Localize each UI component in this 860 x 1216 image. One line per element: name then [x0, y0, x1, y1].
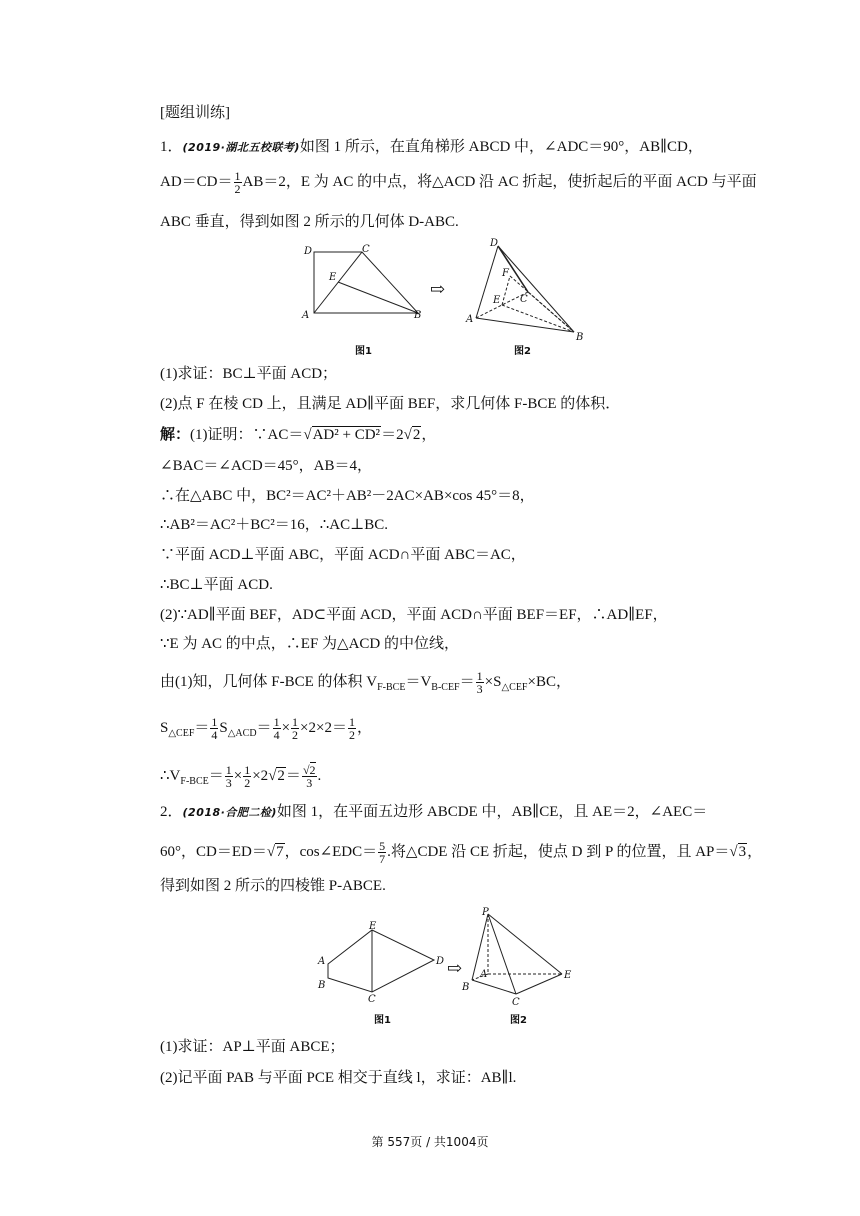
label-d: D [436, 956, 445, 967]
fraction [234, 170, 242, 195]
solution-line1 [160, 425, 436, 445]
subscript: B-CEF [431, 681, 460, 693]
text-run: × [281, 719, 291, 736]
fraction [302, 764, 317, 789]
figure-caption: 图2 [514, 346, 531, 357]
solution-line7: (2)∵AD∥平面 BEF，AD⊂平面 ACD，平面 ACD∩平面 BEF＝EF，∴AD∥EF， [160, 607, 668, 623]
text-run: S [219, 719, 228, 736]
label-d: D [304, 246, 313, 257]
sqrt-sign: √ [266, 843, 276, 860]
text-run: ， [747, 843, 763, 860]
fraction-numerator: 1 [273, 715, 280, 729]
figure-caption: 图2 [510, 1015, 527, 1026]
arrow-icon: ⇨ [447, 958, 463, 978]
fraction-numerator: 1 [211, 715, 218, 729]
fraction-denominator: 3 [476, 682, 483, 696]
radicand: 2 [277, 767, 285, 784]
label-d: D [490, 238, 499, 249]
problem-source: (2018·合肥二检) [182, 806, 277, 819]
text-run: (1)证明：∵AC＝ [190, 427, 304, 443]
fraction [225, 764, 233, 789]
text-run: AD＝CD＝ [160, 173, 233, 190]
pentagon-outline [328, 930, 434, 992]
solution-line2: ∠BAC＝∠ACD＝45°，AB＝4， [160, 458, 372, 474]
page-footer: 第 557页 / 共1004页 [371, 1135, 489, 1149]
edge-eb [502, 305, 574, 332]
text-run: ∴V [160, 767, 181, 784]
label-a: A [466, 314, 474, 325]
fraction [210, 716, 218, 741]
problem-number: 1． [160, 139, 183, 155]
fraction-numerator: 1 [225, 763, 232, 777]
problem1-line3: ABC 垂直，得到如图 2 所示的几何体 D-ABC. [160, 214, 459, 230]
segment-eb [338, 282, 418, 313]
fraction [291, 716, 299, 741]
solution-label: 解： [160, 427, 191, 443]
label-e: E [564, 970, 572, 981]
sqrt-sign: √ [303, 427, 312, 443]
fraction [476, 670, 484, 695]
label-b: B [414, 310, 422, 321]
text-run: × [233, 767, 243, 784]
radicand: AD² + CD² [312, 427, 381, 443]
fraction-denominator: 3 [306, 776, 313, 790]
fraction [378, 840, 386, 865]
radicand: 7 [276, 843, 284, 860]
fraction-numerator: 1 [292, 715, 299, 729]
figure-caption: 图1 [355, 346, 372, 357]
subscript: △CEF [168, 727, 195, 739]
label-c: C [362, 244, 370, 255]
label-c: C [512, 997, 520, 1008]
sqrt-sign: √ [268, 767, 277, 784]
text-run: ，cos∠EDC＝ [284, 843, 378, 860]
subscript: △CEF [501, 681, 528, 693]
fraction-numerator: 1 [244, 763, 251, 777]
label-c: C [368, 994, 376, 1002]
text-run: S [160, 719, 169, 736]
problem2-line1 [160, 802, 707, 823]
label-b: B [576, 332, 584, 343]
text-run: 60°，CD＝ED＝ [160, 843, 267, 860]
solution-line9 [160, 670, 571, 698]
text-run: ＝ [208, 767, 224, 784]
sqrt-sign: √ [729, 843, 738, 860]
problem2-figure1 [314, 918, 449, 1002]
label-p: P [482, 907, 489, 918]
text-run: . [317, 767, 322, 784]
subscript: F-BCE [180, 775, 209, 787]
edge-ab [476, 318, 574, 332]
text-run: AB＝2，E 为 AC 的中点，将△ACD 沿 AC 折起，使折起后的平面 ACD 与平面 [242, 173, 757, 190]
edge-pe [488, 914, 562, 974]
fraction-numerator: 1 [476, 669, 483, 683]
label-b: B [318, 980, 326, 991]
solution-line11 [160, 764, 321, 792]
radicand: 2 [412, 427, 421, 443]
text-run: ×BC， [527, 673, 571, 690]
fraction-denominator: 4 [273, 728, 280, 742]
radicand: 3 [738, 843, 747, 860]
problem-text: 如图 1，在平面五边形 ABCDE 中，AB∥CE，且 AE＝2，∠AEC＝ [276, 804, 708, 820]
solution-line3: ∴在△ABC 中，BC²＝AC²＋AB²－2AC×AB×cos 45°＝8， [160, 488, 535, 504]
fraction-denominator: 3 [225, 776, 232, 790]
solution-line10 [160, 716, 372, 744]
figure-caption: 图1 [374, 1015, 391, 1026]
text-run: ＝V [405, 673, 432, 690]
problem1-line1 [160, 137, 703, 158]
fraction-denominator: 2 [244, 776, 251, 790]
label-e: E [493, 295, 501, 306]
solution-line8: ∵E 为 AC 的中点，∴EF 为△ACD 的中位线， [160, 636, 460, 652]
fraction-numerator: √2 [302, 763, 316, 777]
subscript: △ACD [227, 727, 257, 739]
text-run: ×2 [252, 767, 269, 784]
text-run: ＝ [194, 719, 210, 736]
solution-line4: ∴AB²＝AC²＋BC²＝16，∴AC⊥BC. [160, 517, 388, 533]
subscript: F-BCE [377, 681, 406, 693]
text-run: ＝ [459, 673, 475, 690]
label-f: F [502, 268, 509, 279]
text-run: ， [421, 427, 437, 443]
question-1: (1)求证：AP⊥平面 ABCE； [160, 1039, 345, 1055]
text-run: ＝ [256, 719, 272, 736]
fraction [273, 716, 281, 741]
edge-ef [502, 276, 510, 305]
edge-da [476, 246, 498, 318]
edge-db [498, 246, 574, 332]
problem2-line3: 得到如图 2 所示的四棱锥 P-ABCE. [160, 878, 386, 894]
problem-source: (2019·湖北五校联考) [182, 141, 300, 154]
text-run: .将△CDE 沿 CE 折起，使点 D 到 P 的位置，且 AP＝ [387, 843, 730, 860]
fraction-denominator: 4 [211, 728, 218, 742]
problem-number: 2． [160, 804, 183, 820]
fraction-numerator: 1 [348, 715, 355, 729]
radicand: 2 [309, 763, 316, 777]
problem-text: 如图 1 所示，在直角梯形 ABCD 中，∠ADC＝90°，AB∥CD， [299, 139, 703, 155]
label-a: A [302, 310, 310, 321]
text-run: ×2×2＝ [300, 719, 347, 736]
label-a: A [318, 956, 326, 967]
fraction-denominator: 2 [234, 182, 241, 196]
problem2-figure2 [460, 906, 580, 1008]
text-run: ＝2 [381, 427, 404, 443]
question-2: (2)点 F 在棱 CD 上，且满足 AD∥平面 BEF，求几何体 F-BCE 的体积． [160, 396, 621, 412]
solution-line5: ∵平面 ACD⊥平面 ABC，平面 ACD∩平面 ABC＝AC， [160, 547, 526, 563]
fraction-denominator: 7 [379, 852, 386, 866]
fraction-numerator: 5 [379, 839, 386, 853]
arrow-icon: ⇨ [430, 279, 446, 299]
fraction [243, 764, 251, 789]
label-b: B [462, 982, 470, 993]
sqrt-sign: √ [403, 427, 412, 443]
section-header: [题组训练] [160, 105, 230, 121]
problem1-line2 [160, 170, 757, 195]
problem2-line2 [160, 840, 762, 865]
label-e: E [329, 272, 337, 283]
question-2: (2)记平面 PAB 与平面 PCE 相交于直线 l，求证：AB∥l. [160, 1070, 517, 1086]
fraction [348, 716, 356, 741]
text-run: 由(1)知，几何体 F-BCE 的体积 V [160, 673, 378, 690]
text-run: ＝ [285, 767, 301, 784]
problem1-figure2 [462, 236, 592, 346]
fraction-numerator: 1 [234, 169, 241, 183]
edge-bc [472, 980, 516, 994]
fraction-denominator: 2 [348, 728, 355, 742]
label-a: A [480, 969, 488, 980]
edge-pc [488, 914, 516, 994]
problem1-figure1 [296, 238, 436, 338]
solution-line6: ∴BC⊥平面 ACD. [160, 577, 273, 593]
edge-ce [516, 974, 562, 994]
label-e: E [369, 921, 377, 932]
question-1: (1)求证：BC⊥平面 ACD； [160, 366, 338, 382]
label-c: C [520, 294, 528, 305]
text-run: ， [356, 719, 372, 736]
text-run: ×S [484, 673, 502, 690]
fraction-denominator: 2 [292, 728, 299, 742]
